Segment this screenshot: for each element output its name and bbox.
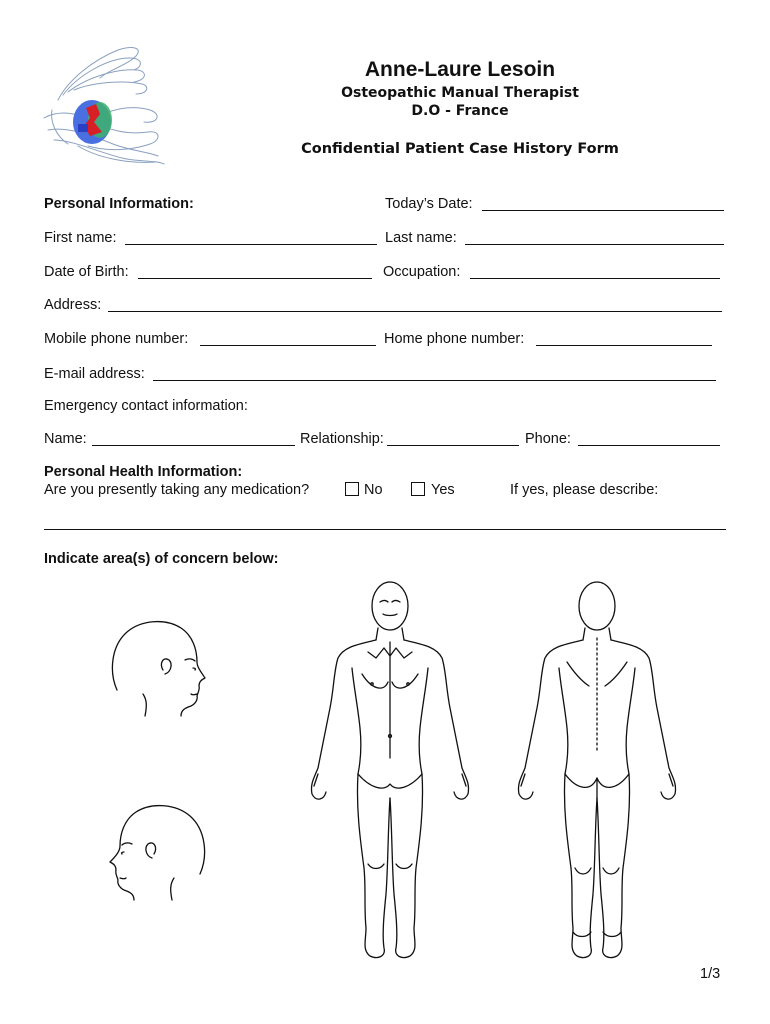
medication-description-field[interactable] — [44, 529, 726, 530]
form-title: Confidential Patient Case History Form — [301, 141, 619, 157]
ec-relationship-label: Relationship: — [300, 431, 384, 447]
medication-yes-label: Yes — [431, 482, 455, 498]
ec-phone-label: Phone: — [525, 431, 571, 447]
emergency-contact-heading: Emergency contact information: — [44, 398, 248, 414]
first-name-field[interactable] — [125, 244, 377, 245]
body-front-icon[interactable] — [300, 578, 480, 978]
occupation-field[interactable] — [470, 278, 720, 279]
ec-name-label: Name: — [44, 431, 87, 447]
home-phone-label: Home phone number: — [384, 331, 525, 347]
medication-describe-label: If yes, please describe: — [510, 482, 659, 498]
home-phone-field[interactable] — [536, 345, 712, 346]
practitioner-name: Anne-Laure Lesoin — [364, 58, 556, 81]
first-name-label: First name: — [44, 230, 117, 246]
body-back-icon[interactable] — [507, 578, 687, 978]
medication-question: Are you presently taking any medication? — [44, 482, 310, 498]
practitioner-credential: D.O - France — [411, 103, 509, 119]
hands-logo-icon — [38, 40, 168, 170]
medication-no-label: No — [364, 482, 383, 498]
last-name-label: Last name: — [385, 230, 457, 246]
address-label: Address: — [44, 297, 102, 313]
mobile-phone-label: Mobile phone number: — [44, 331, 189, 347]
dob-field[interactable] — [138, 278, 372, 279]
ec-relationship-field[interactable] — [387, 445, 519, 446]
email-field[interactable] — [153, 380, 716, 381]
head-profile-left-icon[interactable] — [104, 796, 214, 906]
concern-heading: Indicate area(s) of concern below: — [44, 551, 279, 567]
dob-label: Date of Birth: — [44, 264, 129, 280]
ec-name-field[interactable] — [92, 445, 295, 446]
medication-yes-checkbox[interactable] — [411, 482, 425, 496]
page-number: 1/3 — [700, 966, 721, 982]
todays-date-label: Today’s Date: — [385, 196, 473, 212]
last-name-field[interactable] — [465, 244, 724, 245]
email-label: E-mail address: — [44, 366, 145, 382]
personal-info-heading: Personal Information: — [44, 196, 194, 212]
health-info-heading: Personal Health Information: — [44, 464, 243, 480]
practitioner-profession: Osteopathic Manual Therapist — [341, 85, 579, 101]
medication-no-checkbox[interactable] — [345, 482, 359, 496]
address-field[interactable] — [108, 311, 722, 312]
todays-date-field[interactable] — [482, 210, 724, 211]
ec-phone-field[interactable] — [578, 445, 720, 446]
mobile-phone-field[interactable] — [200, 345, 376, 346]
occupation-label: Occupation: — [383, 264, 461, 280]
head-profile-right-icon[interactable] — [105, 612, 215, 722]
